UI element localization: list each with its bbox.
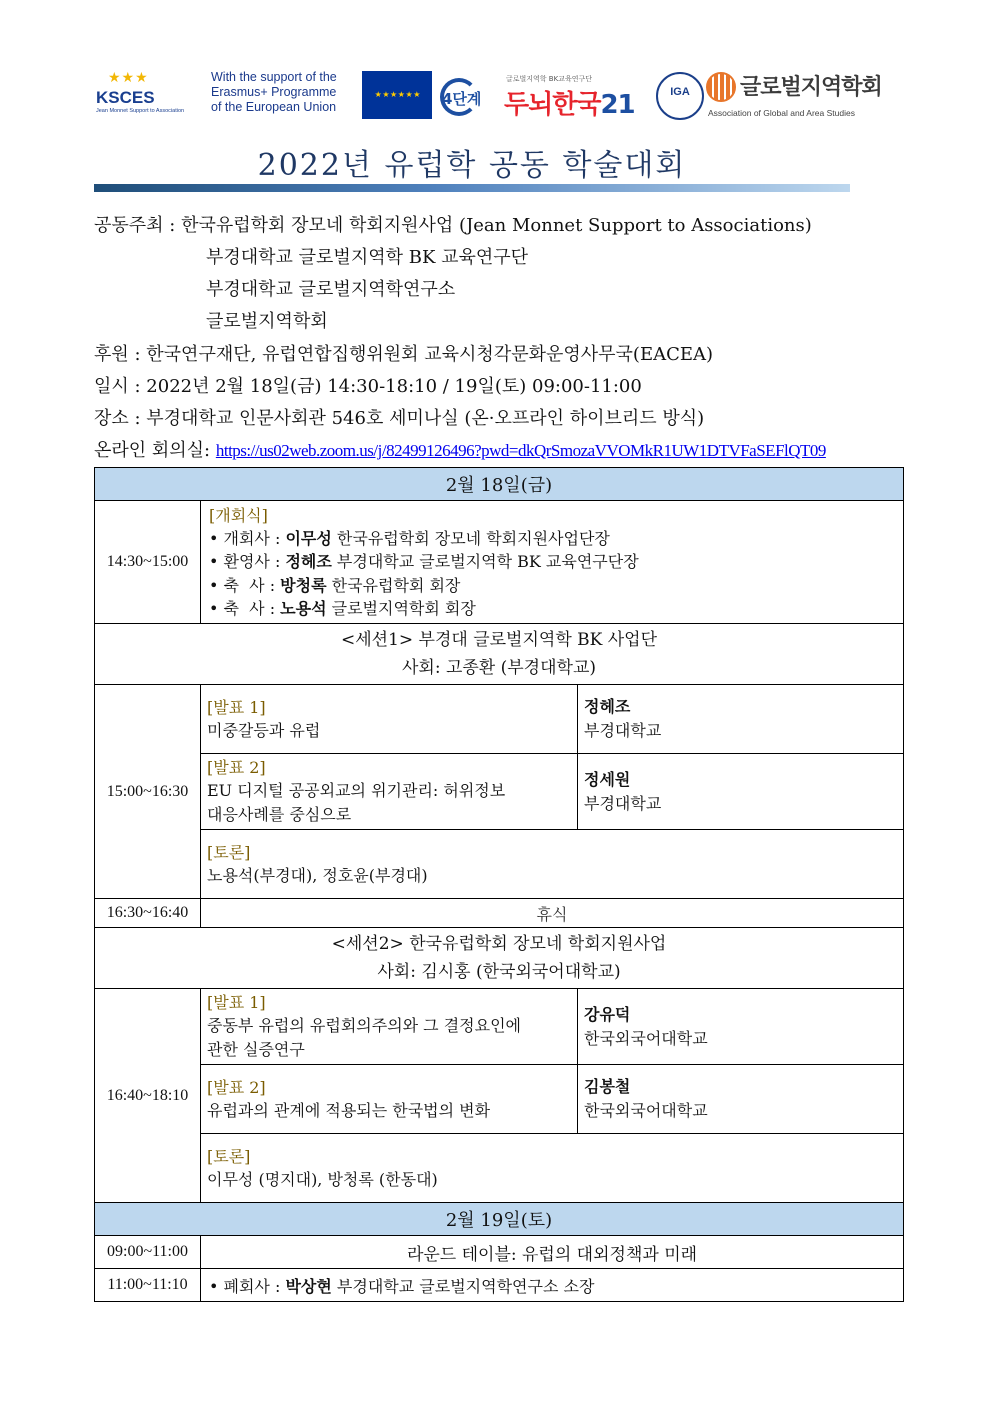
host-item: 한국유럽학회 장모네 학회지원사업 (Jean Monnet Support to Associations) [181,215,812,236]
ksces-sub: Jean Monnet Support to Association [96,108,185,114]
table-row [95,1203,904,1236]
table-row [95,928,904,989]
person-name: 방청록 [280,575,327,595]
table-row [95,624,904,685]
table-row [95,1065,904,1134]
eu-stars-icon: ★ ★ ★ ★ ★ ★ [374,90,420,99]
role: • 축 사 : [209,575,281,595]
session1-chair: 사회: 고종환 (부경대학교) [401,658,597,678]
talk-tag: [발표 2] [207,1077,266,1097]
title-underline [94,184,850,192]
talk-title: 미중갈등과 유럽 [207,720,321,740]
bk21-name2: 21 [600,90,635,120]
discussion-names: 노용석(부경대), 정호윤(부경대) [207,865,428,885]
roundtable-label: 라운드 테이블: 유럽의 대외정책과 미래 [201,1236,904,1269]
online-line [94,436,826,462]
talk-tag: [발표 1] [207,993,266,1012]
role: • 축 사 : [209,599,281,618]
talk-cell [201,754,578,830]
iga-label: IGA [670,86,690,98]
role: • 폐회사 : [209,1276,286,1296]
online-label: 온라인 회의실: [94,440,216,461]
speaker-aff: 한국외국어대학교 [584,1028,708,1048]
bk21-small: 글로벌지역학 BK교육연구단 [506,75,592,83]
person-name: 정헤조 [285,552,332,571]
talk-title: EU 디지털 공공외교의 위기관리: 허위정보 [207,781,506,800]
day2-header: 2월 19일(토) [95,1203,904,1236]
table-row [95,1134,904,1203]
opening-tag: [개회식] [209,505,268,525]
role: • 개회사 : [209,528,286,548]
person-desc: 한국유럽학회 장모네 학회지원사업단장 [331,528,610,548]
table-row [95,468,904,501]
host-label: 공동주최 : [94,215,182,236]
eu-flag-icon [362,71,432,119]
host-item: 부경대학교 글로벌지역학연구소 [206,279,456,300]
speaker-aff: 한국외국어대학교 [584,1101,708,1120]
opening-cell [201,501,904,624]
bk21-name1: 두뇌한국 [504,90,601,120]
star-icon: ★★★ [108,70,149,86]
speaker-cell [578,1065,904,1134]
person-name: 이무성 [285,528,332,548]
person-desc: 부경대학교 글로벌지역학 BK 교육연구단장 [331,552,639,571]
table-row [95,1236,904,1269]
speaker-name: 정헤조 [584,697,631,716]
person-desc: 한국유럽학회 회장 [326,575,461,595]
speaker-name: 강유덕 [584,1004,631,1024]
talk-title: 유럽과의 관계에 적용되는 한국법의 변화 [207,1100,491,1120]
erasmus-line: of the European Union [211,100,337,114]
closing-time: 11:00~11:10 [95,1269,201,1302]
discussion-cell [201,830,904,899]
speaker-name: 정세원 [584,769,631,789]
erasmus-text [211,70,361,130]
talk-cell [201,989,578,1065]
erasmus-line: Erasmus+ Programme [211,85,337,99]
ksces-name: KSCES [96,88,155,107]
table-row [95,685,904,754]
table-row [95,830,904,899]
talk-title: 관한 실증연구 [207,1040,305,1059]
role: • 환영사 : [209,552,286,571]
talk-title: 중동부 유럽의 유럽회의주의와 그 결정요인에 [207,1016,522,1035]
speaker-cell [578,685,904,754]
schedule-table [94,467,904,1302]
list-item [209,597,895,621]
list-item [209,527,895,551]
speaker-name: 김봉철 [584,1077,631,1096]
logo-bar [94,66,904,126]
table-row [95,899,904,928]
person-desc: 부경대학교 글로벌지역학연구소 소장 [331,1276,595,1296]
day1-header: 2월 18일(금) [95,468,904,501]
opening-time: 14:30~15:00 [95,501,201,624]
talk-cell [201,1065,578,1134]
globe-icon [706,72,736,102]
table-row [95,501,904,624]
speaker-cell [578,754,904,830]
session2-chair: 사회: 김시홍 (한국외국어대학교) [377,962,621,982]
discussion-tag: [토론] [207,1146,251,1166]
discussion-tag: [토론] [207,842,251,862]
page-title: 2022년 유럽학 공동 학술대회 [257,148,687,183]
table-row [95,989,904,1065]
session2-title: <세션2> 한국유럽학회 장모네 학회지원사업 [331,934,667,954]
talk-tag: [발표 2] [207,758,266,777]
session1-header [95,624,904,685]
speaker-aff: 부경대학교 [584,793,662,813]
break-time: 16:30~16:40 [95,899,201,928]
table-row [95,1269,904,1302]
host-item: 부경대학교 글로벌지역학 BK 교육연구단 [206,247,529,268]
aga-ename: Association of Global and Area Studies [708,108,855,118]
date-line: 일시 : 2022년 2월 18일(금) 14:30-18:10 / 19일(토) 09:00-11:00 [94,376,642,397]
list-item [209,550,895,574]
discussion-names: 이무성 (명지대), 방청록 (한동대) [207,1169,438,1189]
session1-time: 15:00~16:30 [95,685,201,899]
session2-time: 16:40~18:10 [95,989,201,1203]
speaker-aff: 부경대학교 [584,721,662,740]
list-item [209,574,895,598]
break-label: 휴식 [201,899,904,928]
bk21-logo [440,72,650,122]
sponsor-line: 후원 : 한국연구재단, 유럽연합집행위원회 교육시청각문화운영사무국(EACEA) [94,344,714,365]
zoom-link[interactable]: https://us02web.zoom.us/j/82499126496?pwd=dkQrSmozaVVOMkR1UW1DTVFaSEFlQT09 [215,441,826,460]
table-row [95,754,904,830]
erasmus-line: With the support of the [211,70,337,84]
person-desc: 글로벌지역학회 회장 [326,599,476,618]
speaker-cell [578,989,904,1065]
person-name: 노용석 [280,599,327,618]
talk-title: 대응사례를 중심으로 [207,805,352,824]
closing-cell [201,1269,904,1302]
ksces-logo [94,66,204,126]
host-line [94,211,812,237]
aga-kname: 글로벌지역학회 [740,75,882,100]
discussion-cell [201,1134,904,1203]
session2-header [95,928,904,989]
place-line: 장소 : 부경대학교 인문사회관 546호 세미나실 (온·오프라인 하이브리드 방식) [94,408,705,429]
bk21-name [504,84,635,121]
aga-logo [706,70,906,130]
session1-title: <세션1> 부경대 글로벌지역학 BK 사업단 [340,630,658,650]
iga-seal-icon [656,72,704,120]
talk-tag: [발표 1] [207,697,266,717]
person-name: 박상현 [285,1276,332,1296]
roundtable-time: 09:00~11:00 [95,1236,201,1269]
bk21-stage: 4단계 [442,90,482,108]
host-item: 글로벌지역학회 [206,311,328,332]
talk-cell [201,685,578,754]
